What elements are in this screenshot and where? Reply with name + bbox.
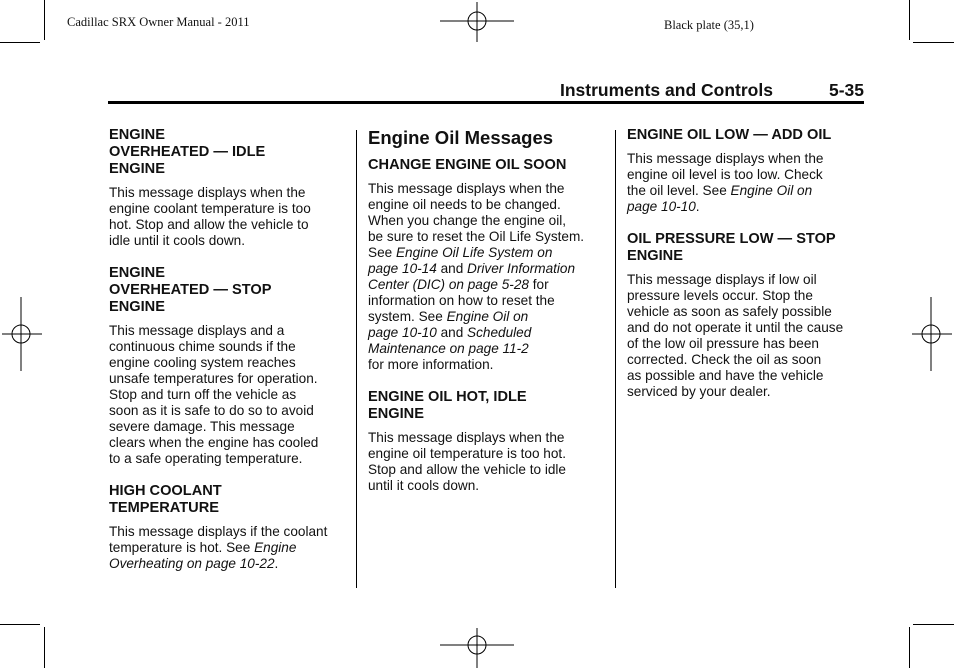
column-divider bbox=[615, 130, 616, 588]
column-2 bbox=[368, 127, 608, 510]
cross-reference-link[interactable]: page 10-10 bbox=[627, 199, 696, 214]
crop-mark bbox=[913, 624, 954, 625]
crop-mark bbox=[0, 624, 40, 625]
section-title: Instruments and Controls bbox=[560, 80, 773, 100]
crop-mark bbox=[909, 627, 910, 668]
cross-reference-link[interactable]: Maintenance on page 11-2 bbox=[368, 341, 529, 356]
registration-mark bbox=[2, 297, 42, 371]
paragraph: This message displays if low oil pressure levels occur. Stop the vehicle as soon as safely possible and do not operate it until the cause of the low oil pressure has been corrected. Check the oil as soon as possible and have the vehicle serviced by your dealer. bbox=[627, 272, 844, 399]
crop-mark bbox=[44, 627, 45, 668]
cross-reference-link[interactable]: Driver Information bbox=[467, 261, 576, 276]
column-1 bbox=[109, 127, 349, 588]
crop-mark bbox=[44, 0, 45, 40]
plate-label: Black plate (35,1) bbox=[664, 18, 754, 32]
manual-title: Cadillac SRX Owner Manual - 2011 bbox=[67, 15, 250, 29]
heading-high-coolant-temperature: HIGH COOLANT TEMPERATURE bbox=[109, 483, 222, 516]
header-rule bbox=[108, 101, 864, 104]
cross-reference-link[interactable]: Overheating on page 10-22 bbox=[109, 556, 275, 571]
registration-mark bbox=[440, 2, 514, 42]
cross-reference-link[interactable]: Center (DIC) on page 5-28 bbox=[368, 277, 529, 292]
heading-engine-overheated-stop: ENGINE OVERHEATED — STOP ENGINE bbox=[109, 265, 272, 315]
paragraph: This message displays when the engine oil needs to be changed. When you change the engine oil, be sure to reset the Oil Life System. See Engine Oil Life System on page 10-14 and Driver Information Center (DIC) on page 5-28 for information on how to reset the system. See Engine Oil on page 10-10 and Scheduled Maintenance on page 11-2 for more information. bbox=[368, 181, 585, 372]
column-3 bbox=[627, 127, 867, 416]
paragraph: This message displays and a continuous chime sounds if the engine cooling system reaches unsafe temperatures for operation. Stop and turn off the vehicle as soon as it is safe to do so to avoid severe damage. This message clears when the engine has cooled to a safe operating temperature. bbox=[109, 323, 319, 466]
heading-engine-oil-hot: ENGINE OIL HOT, IDLE ENGINE bbox=[368, 389, 527, 422]
cross-reference-link[interactable]: page 10-14 bbox=[368, 261, 437, 276]
paragraph: This message displays when the engine oil temperature is too hot. Stop and allow the vehicle to idle until it cools down. bbox=[368, 430, 566, 493]
cross-reference-link[interactable]: page 10-10 bbox=[368, 325, 437, 340]
crop-mark bbox=[909, 0, 910, 40]
column-divider bbox=[356, 130, 357, 588]
section-heading: Engine Oil Messages bbox=[368, 127, 554, 148]
heading-engine-oil-low: ENGINE OIL LOW — ADD OIL bbox=[627, 127, 832, 143]
crop-mark bbox=[0, 42, 40, 43]
running-header bbox=[560, 80, 864, 101]
heading-oil-pressure-low: OIL PRESSURE LOW — STOP ENGINE bbox=[627, 231, 836, 264]
paragraph: This message displays if the coolant temperature is hot. See Engine Overheating on page 10-22. bbox=[109, 524, 328, 571]
cross-reference-link[interactable]: Engine Oil Life System on bbox=[395, 245, 553, 260]
registration-mark bbox=[912, 297, 952, 371]
cross-reference-link[interactable]: Scheduled bbox=[467, 325, 532, 340]
heading-change-engine-oil-soon: CHANGE ENGINE OIL SOON bbox=[368, 157, 567, 173]
cross-reference-link[interactable]: Engine Oil on bbox=[730, 183, 813, 198]
paragraph: This message displays when the engine oil level is too low. Check the oil level. See Engine Oil on page 10-10. bbox=[627, 151, 824, 214]
registration-mark bbox=[440, 628, 514, 668]
paragraph: This message displays when the engine coolant temperature is too hot. Stop and allow the vehicle to idle until it cools down. bbox=[109, 185, 311, 248]
crop-mark bbox=[913, 42, 954, 43]
heading-engine-overheated-idle: ENGINE OVERHEATED — IDLE ENGINE bbox=[109, 127, 266, 177]
page-number: 5-35 bbox=[828, 80, 864, 100]
cross-reference-link[interactable]: Engine Oil on bbox=[446, 309, 529, 324]
cross-reference-link[interactable]: Engine bbox=[254, 540, 297, 555]
